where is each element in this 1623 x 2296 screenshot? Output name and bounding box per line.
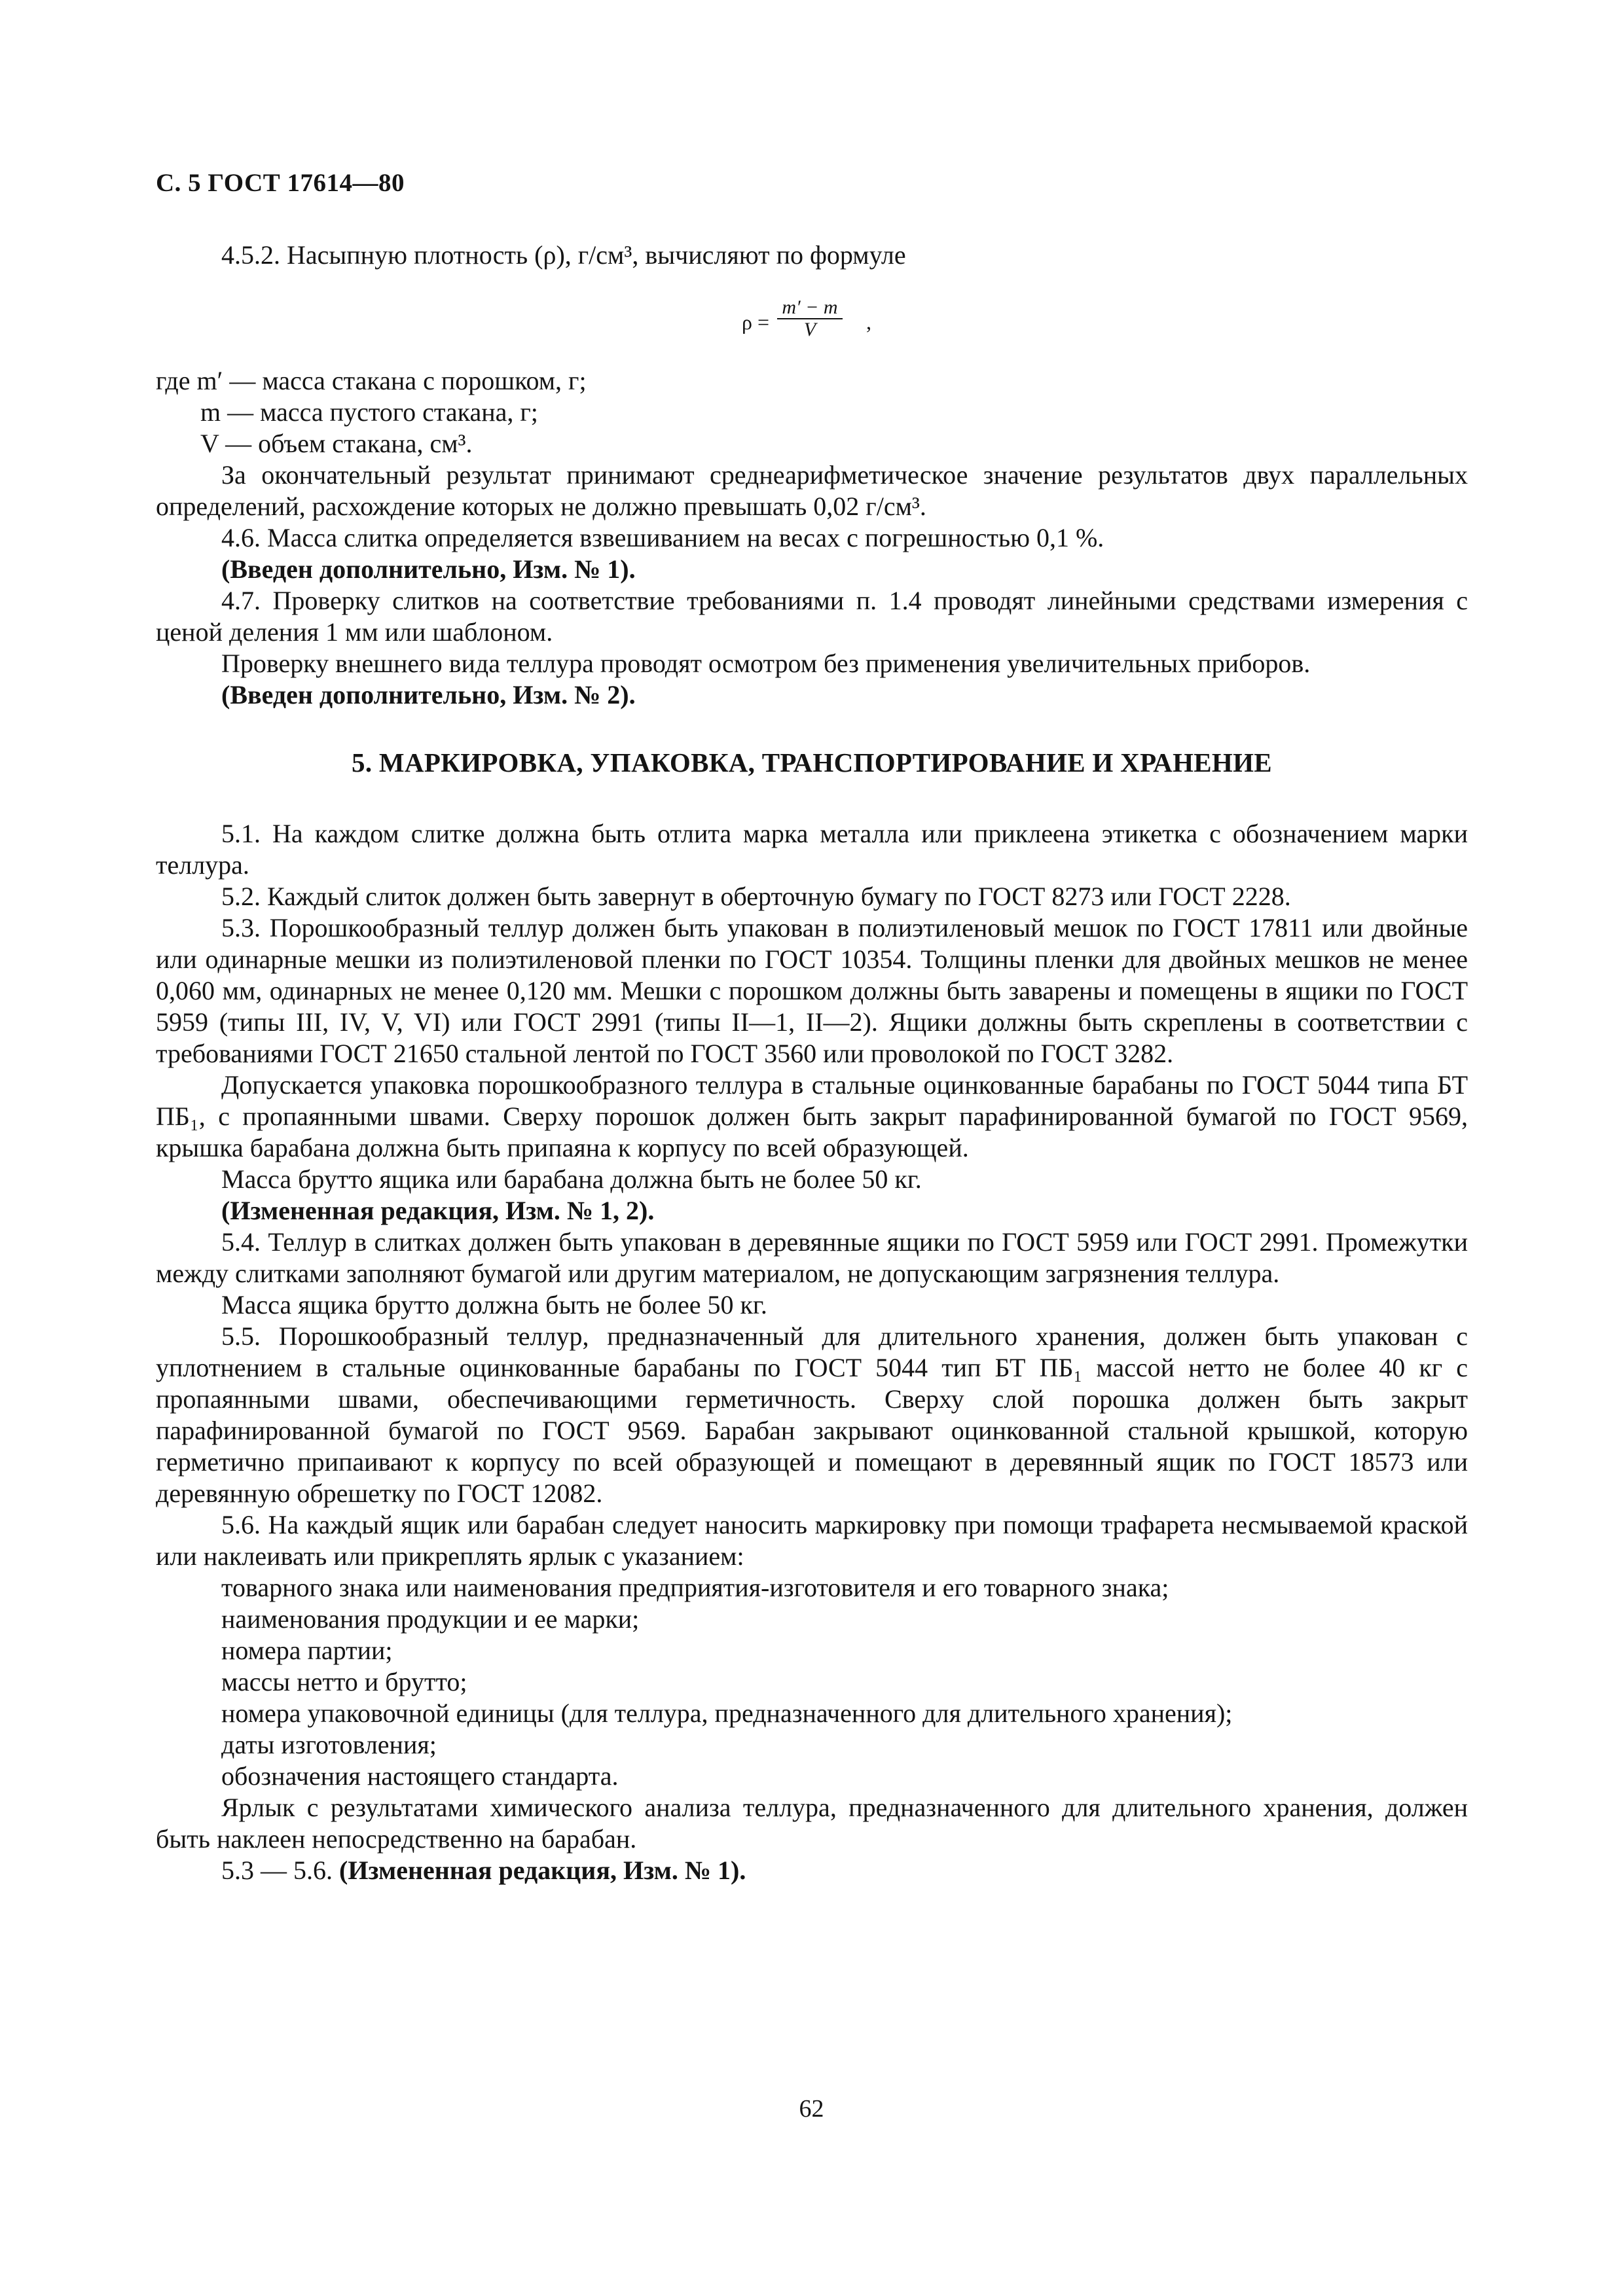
- paragraph-4-7-b: Проверку внешнего вида теллура проводят осмотром без применения увеличительных приборов.: [221, 649, 1311, 678]
- page-number: 62: [799, 2095, 824, 2123]
- list-item: номера партии;: [221, 1636, 393, 1665]
- formula-denominator: V: [803, 319, 816, 340]
- amendment-note-1: (Введен дополнительно, Изм. № 1).: [221, 554, 636, 584]
- running-head: С. 5 ГОСТ 17614—80: [156, 169, 405, 197]
- paragraph-5-3: 5.3. Порошкообразный теллур должен быть упакован в полиэтиленовый мешок по ГОСТ 17811 или двойные или одинарные мешки из полиэтиленовой пленки по ГОСТ 10354. Толщины пленки для двойных мешков не менее 0,060 мм, одинарных не менее 0,120 мм. Мешки с порошком должны быть заварены и помещены в ящики по ГОСТ 5959 (типы III, IV, V, VI) или ГОСТ 2991 (типы II—1, II—2). Ящики должны быть скреплены в соответствии с требованиями ГОСТ 21650 стальной лентой по ГОСТ 3560 или проволокой по ГОСТ 3282.: [156, 913, 1468, 1068]
- paragraph-5-1: 5.1. На каждом слитке должна быть отлита марка металла или приклеена этикетка с обозначением марки теллура.: [156, 819, 1468, 880]
- list-item: обозначения настоящего стандарта.: [221, 1761, 619, 1791]
- density-formula: [742, 297, 899, 339]
- paragraph-5-3-c: Масса брутто ящика или барабана должна быть не более 50 кг.: [221, 1164, 922, 1194]
- amendment-note-4-prefix: 5.3 — 5.6.: [221, 1856, 333, 1885]
- body-text: [156, 240, 1468, 1886]
- list-item: массы нетто и брутто;: [221, 1667, 467, 1696]
- list-item: наименования продукции и ее марки;: [221, 1604, 640, 1634]
- paragraph-5-5: 5.5. Порошкообразный теллур, предназначенный для длительного хранения, должен быть упакован с уплотнением в стальные оцинкованные барабаны по ГОСТ 5044 тип БТ ПБ₁ массой нетто не более 40 кг с пропаянными швами, обеспечивающими герметичность. Сверху слой порошка должен быть закрыт парафинированной бумагой по ГОСТ 9569. Барабан закрывают оцинкованной стальной крышкой, которую герметично припаивают к корпусу по всей образующей и помещают в деревянный ящик по ГОСТ 18573 или деревянную обрешетку по ГОСТ 12082.: [156, 1321, 1468, 1508]
- list-item: товарного знака или наименования предприятия-изготовителя и его товарного знака;: [221, 1573, 1169, 1602]
- paragraph-5-3-b: Допускается упаковка порошкообразного теллура в стальные оцинкованные барабаны по ГОСТ 5044 типа БТ ПБ₁, с пропаянными швами. Сверху порошок должен быть закрыт парафинированной бумагой по ГОСТ 9569, крышка барабана должна быть припаяна к корпусу по всей образующей.: [156, 1070, 1468, 1162]
- formula-fraction: [777, 297, 843, 340]
- marking-list: [156, 1572, 1468, 1792]
- amendment-note-4: [156, 1855, 1468, 1886]
- amendment-note-4-text: (Измененная редакция, Изм. № 1).: [339, 1856, 746, 1885]
- paragraph-4-7: 4.7. Проверку слитков на соответствие требованиями п. 1.4 проводят линейными средствами измерения с ценой деления 1 мм или шаблоном.: [156, 586, 1468, 647]
- paragraph-5-6-b: Ярлык с результатами химического анализа теллура, предназначенного для длительного хранения, должен быть наклеен непосредственно на барабан.: [156, 1793, 1468, 1854]
- where-line-2: m — масса пустого стакана, г;: [200, 397, 538, 427]
- formula-lhs: ρ =: [742, 310, 770, 334]
- paragraph-5-4: 5.4. Теллур в слитках должен быть упакован в деревянные ящики по ГОСТ 5959 или ГОСТ 2991. Промежутки между слитками заполняют бумагой или другим материалом, не допускающим загрязнения теллура.: [156, 1227, 1468, 1288]
- where-line-1: где m′ — масса стакана с порошком, г;: [156, 366, 587, 395]
- paragraph-4-6: 4.6. Масса слитка определяется взвешиванием на весах с погрешностью 0,1 %.: [221, 523, 1104, 552]
- paragraph-result: За окончательный результат принимают среднеарифметическое значение результатов двух параллельных определений, расхождение которых не должно превышать 0,02 г/см³.: [156, 460, 1468, 521]
- section-5-heading: 5. МАРКИРОВКА, УПАКОВКА, ТРАНСПОРТИРОВАНИЕ И ХРАНЕНИЕ: [352, 747, 1272, 778]
- list-item: даты изготовления;: [221, 1730, 437, 1759]
- amendment-note-2: (Введен дополнительно, Изм. № 2).: [221, 680, 636, 709]
- paragraph-5-2: 5.2. Каждый слиток должен быть завернут в оберточную бумагу по ГОСТ 8273 или ГОСТ 2228.: [221, 882, 1291, 911]
- formula-numerator: m′ − m: [777, 297, 843, 319]
- formula-comma: ,: [866, 310, 871, 334]
- paragraph-5-4-b: Масса ящика брутто должна быть не более 50 кг.: [221, 1290, 767, 1319]
- list-item: номера упаковочной единицы (для теллура, предназначенного для длительного хранения);: [221, 1698, 1233, 1728]
- paragraph-4-5-2: 4.5.2. Насыпную плотность (ρ), г/см³, вычисляют по формуле: [221, 240, 906, 270]
- amendment-note-3: (Измененная редакция, Изм. № 1, 2).: [221, 1196, 655, 1225]
- where-line-3: V — объем стакана, см³.: [200, 429, 473, 458]
- paragraph-5-6: 5.6. На каждый ящик или барабан следует наносить маркировку при помощи трафарета несмываемой краской или наклеивать или прикреплять ярлык с указанием:: [156, 1510, 1468, 1571]
